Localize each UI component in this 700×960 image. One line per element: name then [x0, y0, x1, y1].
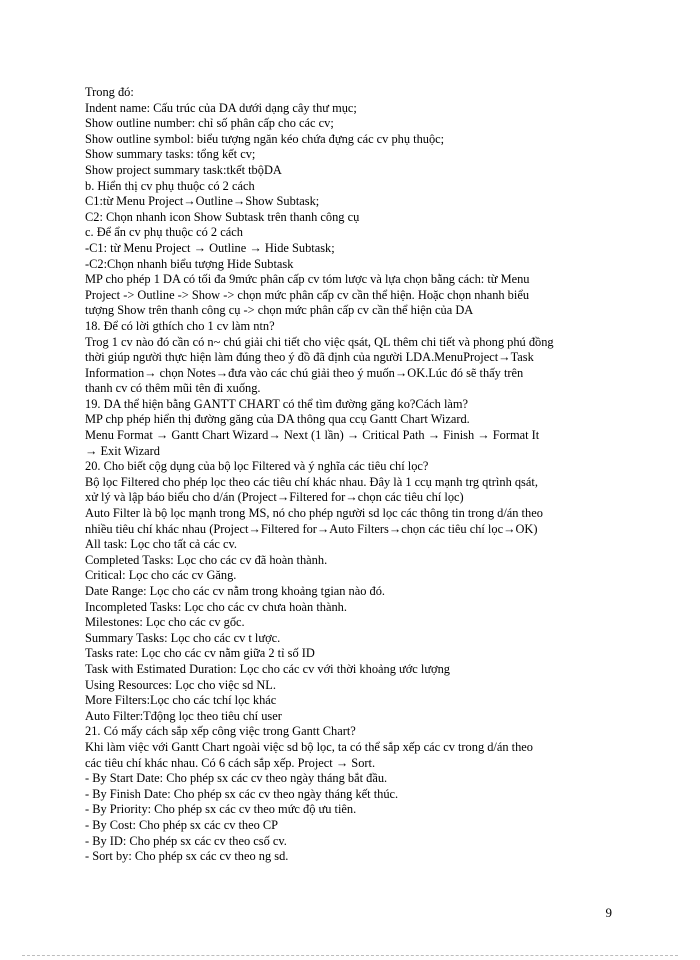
text-line: c. Để ẩn cv phụ thuộc có 2 cách [85, 225, 243, 240]
text-line: Completed Tasks: Lọc cho các cv đã hoàn thành. [85, 552, 328, 567]
text-line: Trog 1 cv nào đó cần có n~ chú giải chi tiết cho việc qsát, QL thêm chi tiết và phong phú đồng [85, 334, 554, 349]
text-line: - By Cost: Cho phép sx các cv theo CP [85, 817, 279, 832]
text-line: các tiêu chí khác nhau. Có 6 cách sắp xếp. Project → Sort. [85, 755, 376, 770]
text-line: tượng Show trên thanh công cụ -> chọn mức phân cấp cv cần thể hiện của DA [85, 303, 474, 318]
text-line: Using Resources: Lọc cho việc sd NL. [85, 677, 276, 692]
text-line: Show outline symbol: biểu tượng ngăn kéo chứa đựng các cv phụ thuộc; [85, 131, 445, 146]
text-line: thời giúp người thực hiện làm đúng theo ý đồ đã định của người LDA.MenuProject→Task [85, 350, 534, 365]
text-line: More Filters:Lọc cho các tchí lọc khác [85, 693, 277, 708]
text-line: Tasks rate: Lọc cho các cv nằm giữa 2 tỉ số ID [85, 646, 315, 661]
text-line: MP cho phép 1 DA có tối đa 9mức phân cấp cv tóm lược và lựa chọn bằng cách: từ Menu [85, 272, 530, 287]
text-line: C2: Chọn nhanh icon Show Subtask trên thanh công cụ [85, 209, 360, 224]
text-line: Project -> Outline -> Show -> chọn mức phân cấp cv cần thể hiện. Hoặc chọn nhanh biểu [85, 287, 530, 302]
page-bottom-divider [22, 955, 678, 956]
text-line: Bộ lọc Filtered cho phép lọc theo các tiêu chí khác nhau. Đây là 1 ccụ mạnh trg qtrình qsát, [85, 474, 538, 489]
text-line: Milestones: Lọc cho các cv gốc. [85, 615, 245, 630]
text-line: - By ID: Cho phép sx các cv theo csố cv. [85, 833, 287, 848]
text-line: Incompleted Tasks: Lọc cho các cv chưa hoàn thành. [85, 599, 347, 614]
text-line: 18. Để có lời gthích cho 1 cv làm ntn? [85, 318, 275, 333]
text-line: C1:từ Menu Project→Outline→Show Subtask; [85, 194, 320, 209]
text-line: Auto Filter:Tđộng lọc theo tiêu chí user [85, 708, 282, 723]
text-line: Indent name: Cấu trúc của DA dưới dạng cây thư mục; [85, 100, 357, 115]
text-line: -C2:Chọn nhanh biểu tượng Hide Subtask [85, 256, 294, 271]
text-line: Critical: Lọc cho các cv Găng. [85, 568, 237, 583]
text-line: Trong đó: [85, 85, 134, 99]
text-line: Show outline number: chỉ số phân cấp cho các cv; [85, 116, 334, 131]
text-line: Khi làm việc với Gantt Chart ngoài việc sd bộ lọc, ta có thể sắp xếp các cv trong d/án theo [85, 739, 534, 754]
text-line: Information→ chọn Notes→đưa vào các chú giải theo ý muốn→OK.Lúc đó sẽ thấy trên [85, 365, 524, 380]
text-line: 19. DA thể hiện bằng GANTT CHART có thể tìm đường găng ko?Cách làm? [85, 396, 469, 411]
text-line: - By Start Date: Cho phép sx các cv theo ngày tháng bắt đầu. [85, 771, 388, 786]
text-line: Auto Filter là bộ lọc mạnh trong MS, nó cho phép người sd lọc các thông tin trong d/án theo [85, 506, 543, 521]
text-line: - By Priority: Cho phép sx các cv theo mức độ ưu tiên. [85, 802, 357, 817]
text-line: → Exit Wizard [85, 443, 160, 458]
text-line: All task: Lọc cho tất cả các cv. [85, 537, 237, 552]
text-line: Menu Format → Gantt Chart Wizard→ Next (1 lần) → Critical Path → Finish → Format It [85, 428, 540, 443]
text-line: MP chp phép hiển thị đường găng của DA thông qua ccụ Gantt Chart Wizard. [85, 412, 470, 427]
page-number: 9 [605, 905, 612, 920]
text-line: 21. Có mấy cách sắp xếp công việc trong Gantt Chart? [85, 724, 356, 739]
text-line: nhiều tiêu chí khác nhau (Project→Filtered for→Auto Filters→chọn các tiêu chí lọc→OK) [85, 521, 538, 536]
text-line: Show project summary task:tkết tbộDA [85, 162, 282, 177]
text-line: thanh cv có thêm mũi tên đi xuống. [85, 381, 261, 396]
text-line: -C1: từ Menu Project → Outline → Hide Subtask; [85, 240, 335, 255]
text-line: Summary Tasks: Lọc cho các cv t lược. [85, 630, 281, 645]
text-line: 20. Cho biết cộg dụng của bộ lọc Filtered và ý nghĩa các tiêu chí lọc? [85, 459, 429, 474]
text-line: xử lý và lập báo biểu cho d/án (Project→Filtered for→chọn các tiêu chí lọc) [85, 490, 464, 505]
document-body [85, 85, 617, 865]
text-line: Date Range: Lọc cho các cv nằm trong khoảng tgian nào đó. [85, 584, 386, 598]
text-line: - By Finish Date: Cho phép sx các cv theo ngày tháng kết thúc. [85, 786, 399, 801]
text-line: b. Hiển thị cv phụ thuộc có 2 cách [85, 178, 255, 193]
text-line: Show summary tasks: tổng kết cv; [85, 147, 256, 162]
text-line: Task with Estimated Duration: Lọc cho các cv với thời khoảng ước lượng [85, 661, 450, 676]
text-line: - Sort by: Cho phép sx các cv theo ng sd. [85, 849, 289, 864]
